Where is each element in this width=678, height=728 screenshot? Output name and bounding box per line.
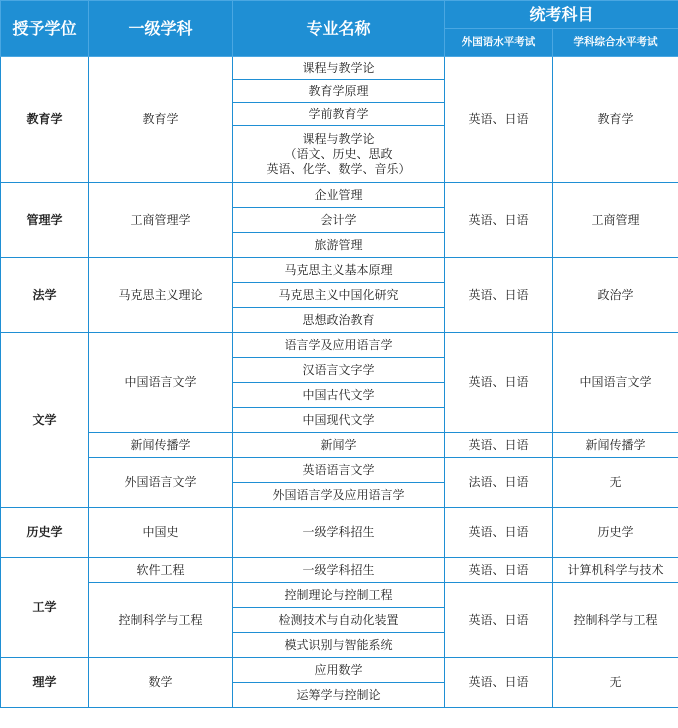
degree-cell: 理学 — [1, 658, 89, 708]
comprehensive-exam-cell: 教育学 — [553, 57, 678, 183]
header-comprehensive-exam: 学科综合水平考试 — [553, 29, 678, 57]
major-cell: 企业管理 — [233, 183, 445, 208]
major-cell: 中国现代文学 — [233, 408, 445, 433]
foreign-exam-cell: 英语、日语 — [445, 508, 553, 558]
header-degree: 授予学位 — [1, 1, 89, 57]
discipline-cell: 工商管理学 — [89, 183, 233, 258]
major-cell: 课程与教学论 — [233, 57, 445, 80]
major-cell: 外国语言学及应用语言学 — [233, 483, 445, 508]
comprehensive-exam-cell: 无 — [553, 458, 678, 508]
major-cell: 中国古代文学 — [233, 383, 445, 408]
major-cell: 应用数学 — [233, 658, 445, 683]
major-cell: 新闻学 — [233, 433, 445, 458]
foreign-exam-cell: 英语、日语 — [445, 183, 553, 258]
discipline-cell: 教育学 — [89, 57, 233, 183]
comprehensive-exam-cell: 政治学 — [553, 258, 678, 333]
comprehensive-exam-cell: 无 — [553, 658, 678, 708]
foreign-exam-cell: 英语、日语 — [445, 57, 553, 183]
degree-cell: 工学 — [1, 558, 89, 658]
degree-cell: 管理学 — [1, 183, 89, 258]
comprehensive-exam-cell: 工商管理 — [553, 183, 678, 258]
header-first-discipline: 一级学科 — [89, 1, 233, 57]
major-cell: 学前教育学 — [233, 103, 445, 126]
major-cell: 汉语言文字学 — [233, 358, 445, 383]
degree-cell: 教育学 — [1, 57, 89, 183]
discipline-cell: 控制科学与工程 — [89, 583, 233, 658]
major-cell: 控制理论与控制工程 — [233, 583, 445, 608]
major-cell: 运筹学与控制论 — [233, 683, 445, 708]
major-cell: 会计学 — [233, 208, 445, 233]
discipline-cell: 马克思主义理论 — [89, 258, 233, 333]
discipline-cell: 外国语言文学 — [89, 458, 233, 508]
foreign-exam-cell: 英语、日语 — [445, 658, 553, 708]
comprehensive-exam-cell: 历史学 — [553, 508, 678, 558]
major-cell: 马克思主义基本原理 — [233, 258, 445, 283]
major-cell: 检测技术与自动化装置 — [233, 608, 445, 633]
major-cell: 语言学及应用语言学 — [233, 333, 445, 358]
header-foreign-exam: 外国语水平考试 — [445, 29, 553, 57]
foreign-exam-cell: 法语、日语 — [445, 458, 553, 508]
degree-cell: 历史学 — [1, 508, 89, 558]
header-major-name: 专业名称 — [233, 1, 445, 57]
degree-cell: 法学 — [1, 258, 89, 333]
major-cell: 马克思主义中国化研究 — [233, 283, 445, 308]
header-exam-subjects: 统考科目 — [445, 1, 678, 29]
major-cell: 教育学原理 — [233, 80, 445, 103]
major-cell: 英语语言文学 — [233, 458, 445, 483]
comprehensive-exam-cell: 计算机科学与技术 — [553, 558, 678, 583]
discipline-cell: 中国语言文学 — [89, 333, 233, 433]
major-cell: 课程与教学论 （语文、历史、思政 英语、化学、数学、音乐） — [233, 126, 445, 183]
foreign-exam-cell: 英语、日语 — [445, 558, 553, 583]
major-cell: 一级学科招生 — [233, 508, 445, 558]
discipline-cell: 新闻传播学 — [89, 433, 233, 458]
major-cell: 旅游管理 — [233, 233, 445, 258]
discipline-cell: 中国史 — [89, 508, 233, 558]
comprehensive-exam-cell: 中国语言文学 — [553, 333, 678, 433]
discipline-cell: 数学 — [89, 658, 233, 708]
foreign-exam-cell: 英语、日语 — [445, 433, 553, 458]
degree-cell: 文学 — [1, 333, 89, 508]
foreign-exam-cell: 英语、日语 — [445, 258, 553, 333]
foreign-exam-cell: 英语、日语 — [445, 333, 553, 433]
major-cell: 模式识别与智能系统 — [233, 633, 445, 658]
major-cell: 思想政治教育 — [233, 308, 445, 333]
foreign-exam-cell: 英语、日语 — [445, 583, 553, 658]
discipline-cell: 软件工程 — [89, 558, 233, 583]
comprehensive-exam-cell: 控制科学与工程 — [553, 583, 678, 658]
comprehensive-exam-cell: 新闻传播学 — [553, 433, 678, 458]
major-cell: 一级学科招生 — [233, 558, 445, 583]
